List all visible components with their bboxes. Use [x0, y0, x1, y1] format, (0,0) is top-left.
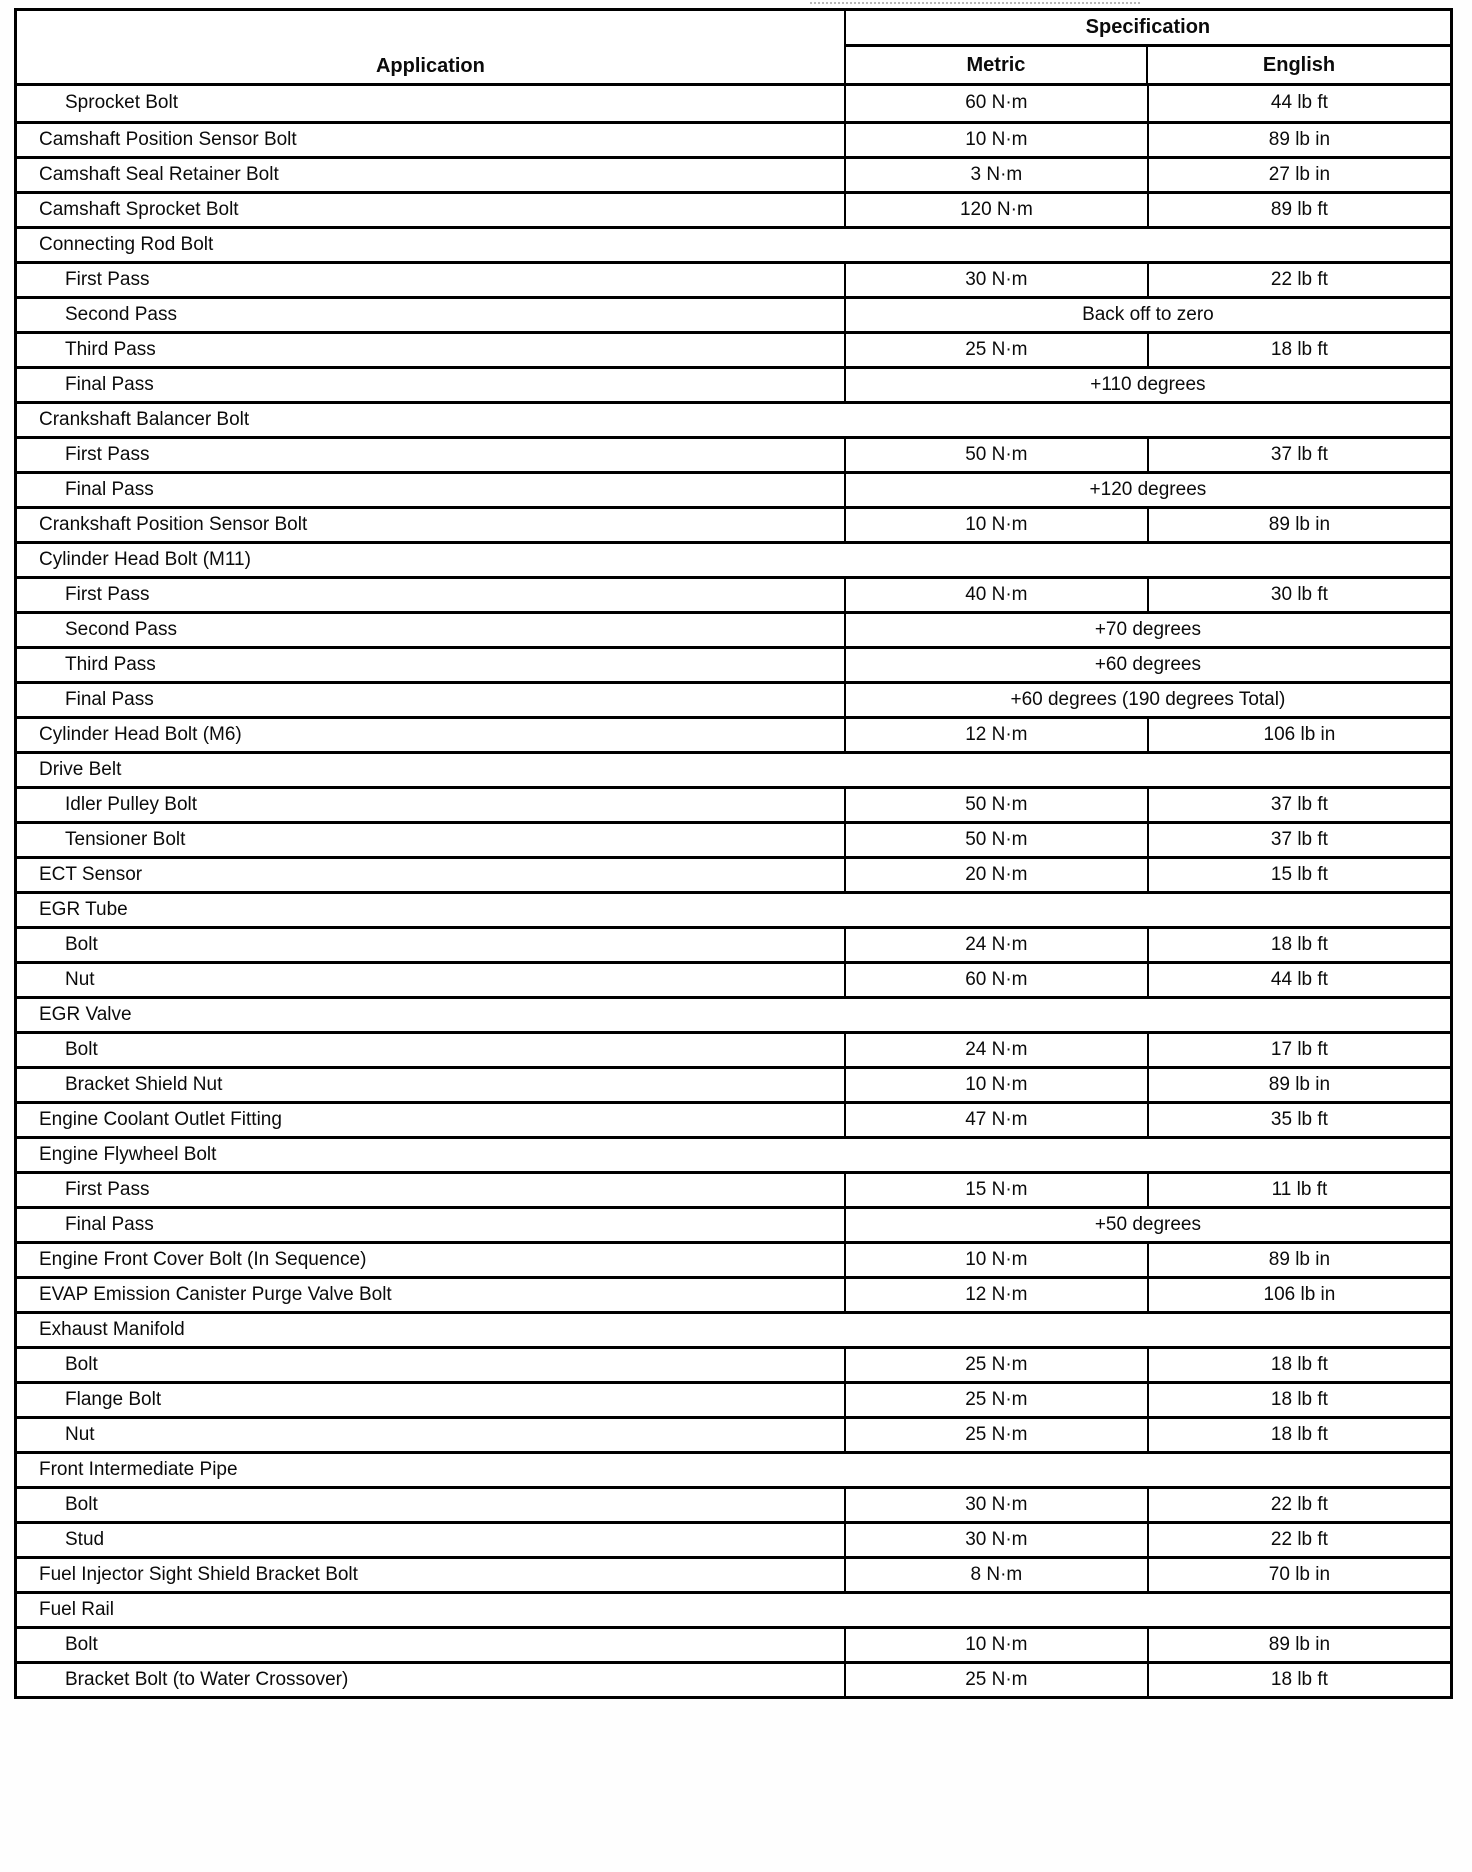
row-label: First Pass — [65, 443, 150, 465]
table-row — [17, 226, 1450, 261]
english-value: 15 lb ft — [1147, 859, 1450, 891]
table-body — [17, 86, 1450, 1696]
row-label: Second Pass — [65, 303, 177, 325]
table-row — [17, 296, 1450, 331]
metric-value: 50 N·m — [844, 789, 1147, 821]
metric-value: 40 N·m — [844, 579, 1147, 611]
table-row — [17, 191, 1450, 226]
metric-value: 30 N·m — [844, 1489, 1147, 1521]
table-row — [17, 996, 1450, 1031]
table-row — [17, 1451, 1450, 1486]
metric-value: 10 N·m — [844, 1629, 1147, 1661]
row-label: Engine Front Cover Bolt (In Sequence) — [39, 1248, 367, 1270]
table-row — [17, 86, 1450, 121]
application-column-header: Application — [375, 54, 485, 77]
table-row — [17, 261, 1450, 296]
metric-value: 20 N·m — [844, 859, 1147, 891]
english-value: 17 lb ft — [1147, 1034, 1450, 1066]
metric-value: 50 N·m — [844, 439, 1147, 471]
row-label: Camshaft Sprocket Bolt — [39, 198, 239, 220]
english-value: 22 lb ft — [1147, 1489, 1450, 1521]
section-label: Exhaust Manifold — [39, 1318, 185, 1340]
row-label: Bolt — [65, 1493, 98, 1515]
row-label: Third Pass — [65, 338, 156, 360]
table-row — [17, 1171, 1450, 1206]
table-header — [17, 11, 1450, 86]
english-value: 18 lb ft — [1147, 1419, 1450, 1451]
row-label: Bolt — [65, 1633, 98, 1655]
english-value: 106 lb in — [1147, 719, 1450, 751]
section-label: Crankshaft Balancer Bolt — [39, 408, 250, 430]
table-row — [17, 1346, 1450, 1381]
table-row — [17, 541, 1450, 576]
english-value: 18 lb ft — [1147, 334, 1450, 366]
torque-spec-table — [14, 8, 1453, 1699]
table-row — [17, 751, 1450, 786]
table-row — [17, 1276, 1450, 1311]
english-value: 44 lb ft — [1147, 964, 1450, 996]
section-label: EGR Valve — [39, 1003, 132, 1025]
table-row — [17, 1591, 1450, 1626]
table-row — [17, 576, 1450, 611]
section-label: Connecting Rod Bolt — [39, 233, 214, 255]
scan-artifact — [810, 2, 1140, 4]
table-row — [17, 926, 1450, 961]
table-row — [17, 1136, 1450, 1171]
row-label: Fuel Injector Sight Shield Bracket Bolt — [39, 1563, 358, 1585]
table-row — [17, 786, 1450, 821]
table-row — [17, 366, 1450, 401]
metric-value: 10 N·m — [844, 1069, 1147, 1101]
metric-value: 24 N·m — [844, 1034, 1147, 1066]
english-value: 18 lb ft — [1147, 929, 1450, 961]
table-row — [17, 506, 1450, 541]
row-label: Bolt — [65, 1038, 98, 1060]
metric-value: 47 N·m — [844, 1104, 1147, 1136]
metric-value: 50 N·m — [844, 824, 1147, 856]
spec-span-value: +50 degrees — [844, 1209, 1450, 1241]
row-label: Second Pass — [65, 618, 177, 640]
metric-value: 12 N·m — [844, 719, 1147, 751]
metric-value: 25 N·m — [844, 1419, 1147, 1451]
table-row — [17, 331, 1450, 366]
section-label: Front Intermediate Pipe — [39, 1458, 238, 1480]
section-label: Fuel Rail — [39, 1598, 114, 1620]
unit-column-headers — [846, 47, 1450, 83]
row-label: EVAP Emission Canister Purge Valve Bolt — [39, 1283, 392, 1305]
table-row — [17, 1311, 1450, 1346]
spec-span-value: +70 degrees — [844, 614, 1450, 646]
row-label: Bolt — [65, 933, 98, 955]
section-label: Engine Flywheel Bolt — [39, 1143, 217, 1165]
row-label: Sprocket Bolt — [65, 92, 178, 114]
english-value: 89 lb in — [1147, 509, 1450, 541]
row-label: First Pass — [65, 268, 150, 290]
metric-value: 30 N·m — [844, 264, 1147, 296]
table-row — [17, 1661, 1450, 1696]
table-row — [17, 821, 1450, 856]
section-label: EGR Tube — [39, 898, 128, 920]
row-label: Third Pass — [65, 653, 156, 675]
english-value: 89 lb in — [1147, 1244, 1450, 1276]
metric-value: 25 N·m — [844, 334, 1147, 366]
english-value: 89 lb in — [1147, 124, 1450, 156]
table-row — [17, 856, 1450, 891]
metric-value: 10 N·m — [844, 124, 1147, 156]
row-label: Nut — [65, 968, 95, 990]
row-label: Crankshaft Position Sensor Bolt — [39, 513, 308, 535]
row-label: Final Pass — [65, 373, 154, 395]
section-label: Drive Belt — [39, 758, 122, 780]
specification-column-header: Specification — [846, 11, 1450, 47]
english-value: 22 lb ft — [1147, 1524, 1450, 1556]
spec-span-value: Back off to zero — [844, 299, 1450, 331]
table-row — [17, 1101, 1450, 1136]
row-label: Final Pass — [65, 688, 154, 710]
metric-value: 8 N·m — [844, 1559, 1147, 1591]
spec-span-value: +120 degrees — [844, 474, 1450, 506]
metric-value: 25 N·m — [844, 1349, 1147, 1381]
row-label: First Pass — [65, 1178, 150, 1200]
english-value: 70 lb in — [1147, 1559, 1450, 1591]
english-value: 11 lb ft — [1147, 1174, 1450, 1206]
table-row — [17, 401, 1450, 436]
metric-value: 60 N·m — [844, 964, 1147, 996]
table-row — [17, 1521, 1450, 1556]
row-label: Engine Coolant Outlet Fitting — [39, 1108, 282, 1130]
metric-value: 10 N·m — [844, 509, 1147, 541]
row-label: Bracket Shield Nut — [65, 1073, 223, 1095]
table-row — [17, 681, 1450, 716]
metric-value: 24 N·m — [844, 929, 1147, 961]
metric-value: 60 N·m — [844, 86, 1147, 121]
table-row — [17, 1241, 1450, 1276]
metric-value: 10 N·m — [844, 1244, 1147, 1276]
table-row — [17, 1626, 1450, 1661]
english-column-header: English — [1146, 47, 1450, 83]
table-row — [17, 1416, 1450, 1451]
row-label: Idler Pulley Bolt — [65, 793, 198, 815]
table-row — [17, 646, 1450, 681]
table-row — [17, 1031, 1450, 1066]
table-row — [17, 1206, 1450, 1241]
english-value: 89 lb in — [1147, 1069, 1450, 1101]
english-value: 44 lb ft — [1147, 86, 1450, 121]
row-label: Stud — [65, 1528, 105, 1550]
english-value: 22 lb ft — [1147, 264, 1450, 296]
metric-value: 25 N·m — [844, 1664, 1147, 1696]
row-label: Flange Bolt — [65, 1388, 162, 1410]
metric-value: 12 N·m — [844, 1279, 1147, 1311]
row-label: Final Pass — [65, 478, 154, 500]
specification-header-group — [844, 11, 1450, 83]
table-row — [17, 961, 1450, 996]
english-value: 18 lb ft — [1147, 1664, 1450, 1696]
row-label: Camshaft Seal Retainer Bolt — [39, 163, 279, 185]
english-value: 30 lb ft — [1147, 579, 1450, 611]
table-row — [17, 471, 1450, 506]
row-label: Nut — [65, 1423, 95, 1445]
row-label: Bracket Bolt (to Water Crossover) — [65, 1668, 349, 1690]
english-value: 37 lb ft — [1147, 439, 1450, 471]
row-label: Cylinder Head Bolt (M6) — [39, 723, 242, 745]
table-row — [17, 121, 1450, 156]
spec-span-value: +110 degrees — [844, 369, 1450, 401]
metric-value: 25 N·m — [844, 1384, 1147, 1416]
table-row — [17, 1066, 1450, 1101]
spec-span-value: +60 degrees (190 degrees Total) — [844, 684, 1450, 716]
metric-column-header: Metric — [966, 53, 1026, 76]
english-value: 89 lb ft — [1147, 194, 1450, 226]
english-value: 18 lb ft — [1147, 1384, 1450, 1416]
english-value: 106 lb in — [1147, 1279, 1450, 1311]
row-label: Tensioner Bolt — [65, 828, 186, 850]
row-label: Bolt — [65, 1353, 98, 1375]
section-label: Cylinder Head Bolt (M11) — [39, 548, 251, 570]
metric-value: 120 N·m — [844, 194, 1147, 226]
english-value: 27 lb in — [1147, 159, 1450, 191]
table-row — [17, 611, 1450, 646]
row-label: Camshaft Position Sensor Bolt — [39, 128, 297, 150]
english-value: 35 lb ft — [1147, 1104, 1450, 1136]
row-label: First Pass — [65, 583, 150, 605]
row-label: ECT Sensor — [39, 863, 143, 885]
table-row — [17, 891, 1450, 926]
table-row — [17, 1381, 1450, 1416]
table-row — [17, 436, 1450, 471]
row-label: Final Pass — [65, 1213, 154, 1235]
table-row — [17, 716, 1450, 751]
english-value: 37 lb ft — [1147, 824, 1450, 856]
metric-value: 30 N·m — [844, 1524, 1147, 1556]
spec-span-value: +60 degrees — [844, 649, 1450, 681]
table-row — [17, 1556, 1450, 1591]
metric-value: 3 N·m — [844, 159, 1147, 191]
metric-value: 15 N·m — [844, 1174, 1147, 1206]
english-value: 18 lb ft — [1147, 1349, 1450, 1381]
table-row — [17, 156, 1450, 191]
english-value: 89 lb in — [1147, 1629, 1450, 1661]
table-row — [17, 1486, 1450, 1521]
english-value: 37 lb ft — [1147, 789, 1450, 821]
